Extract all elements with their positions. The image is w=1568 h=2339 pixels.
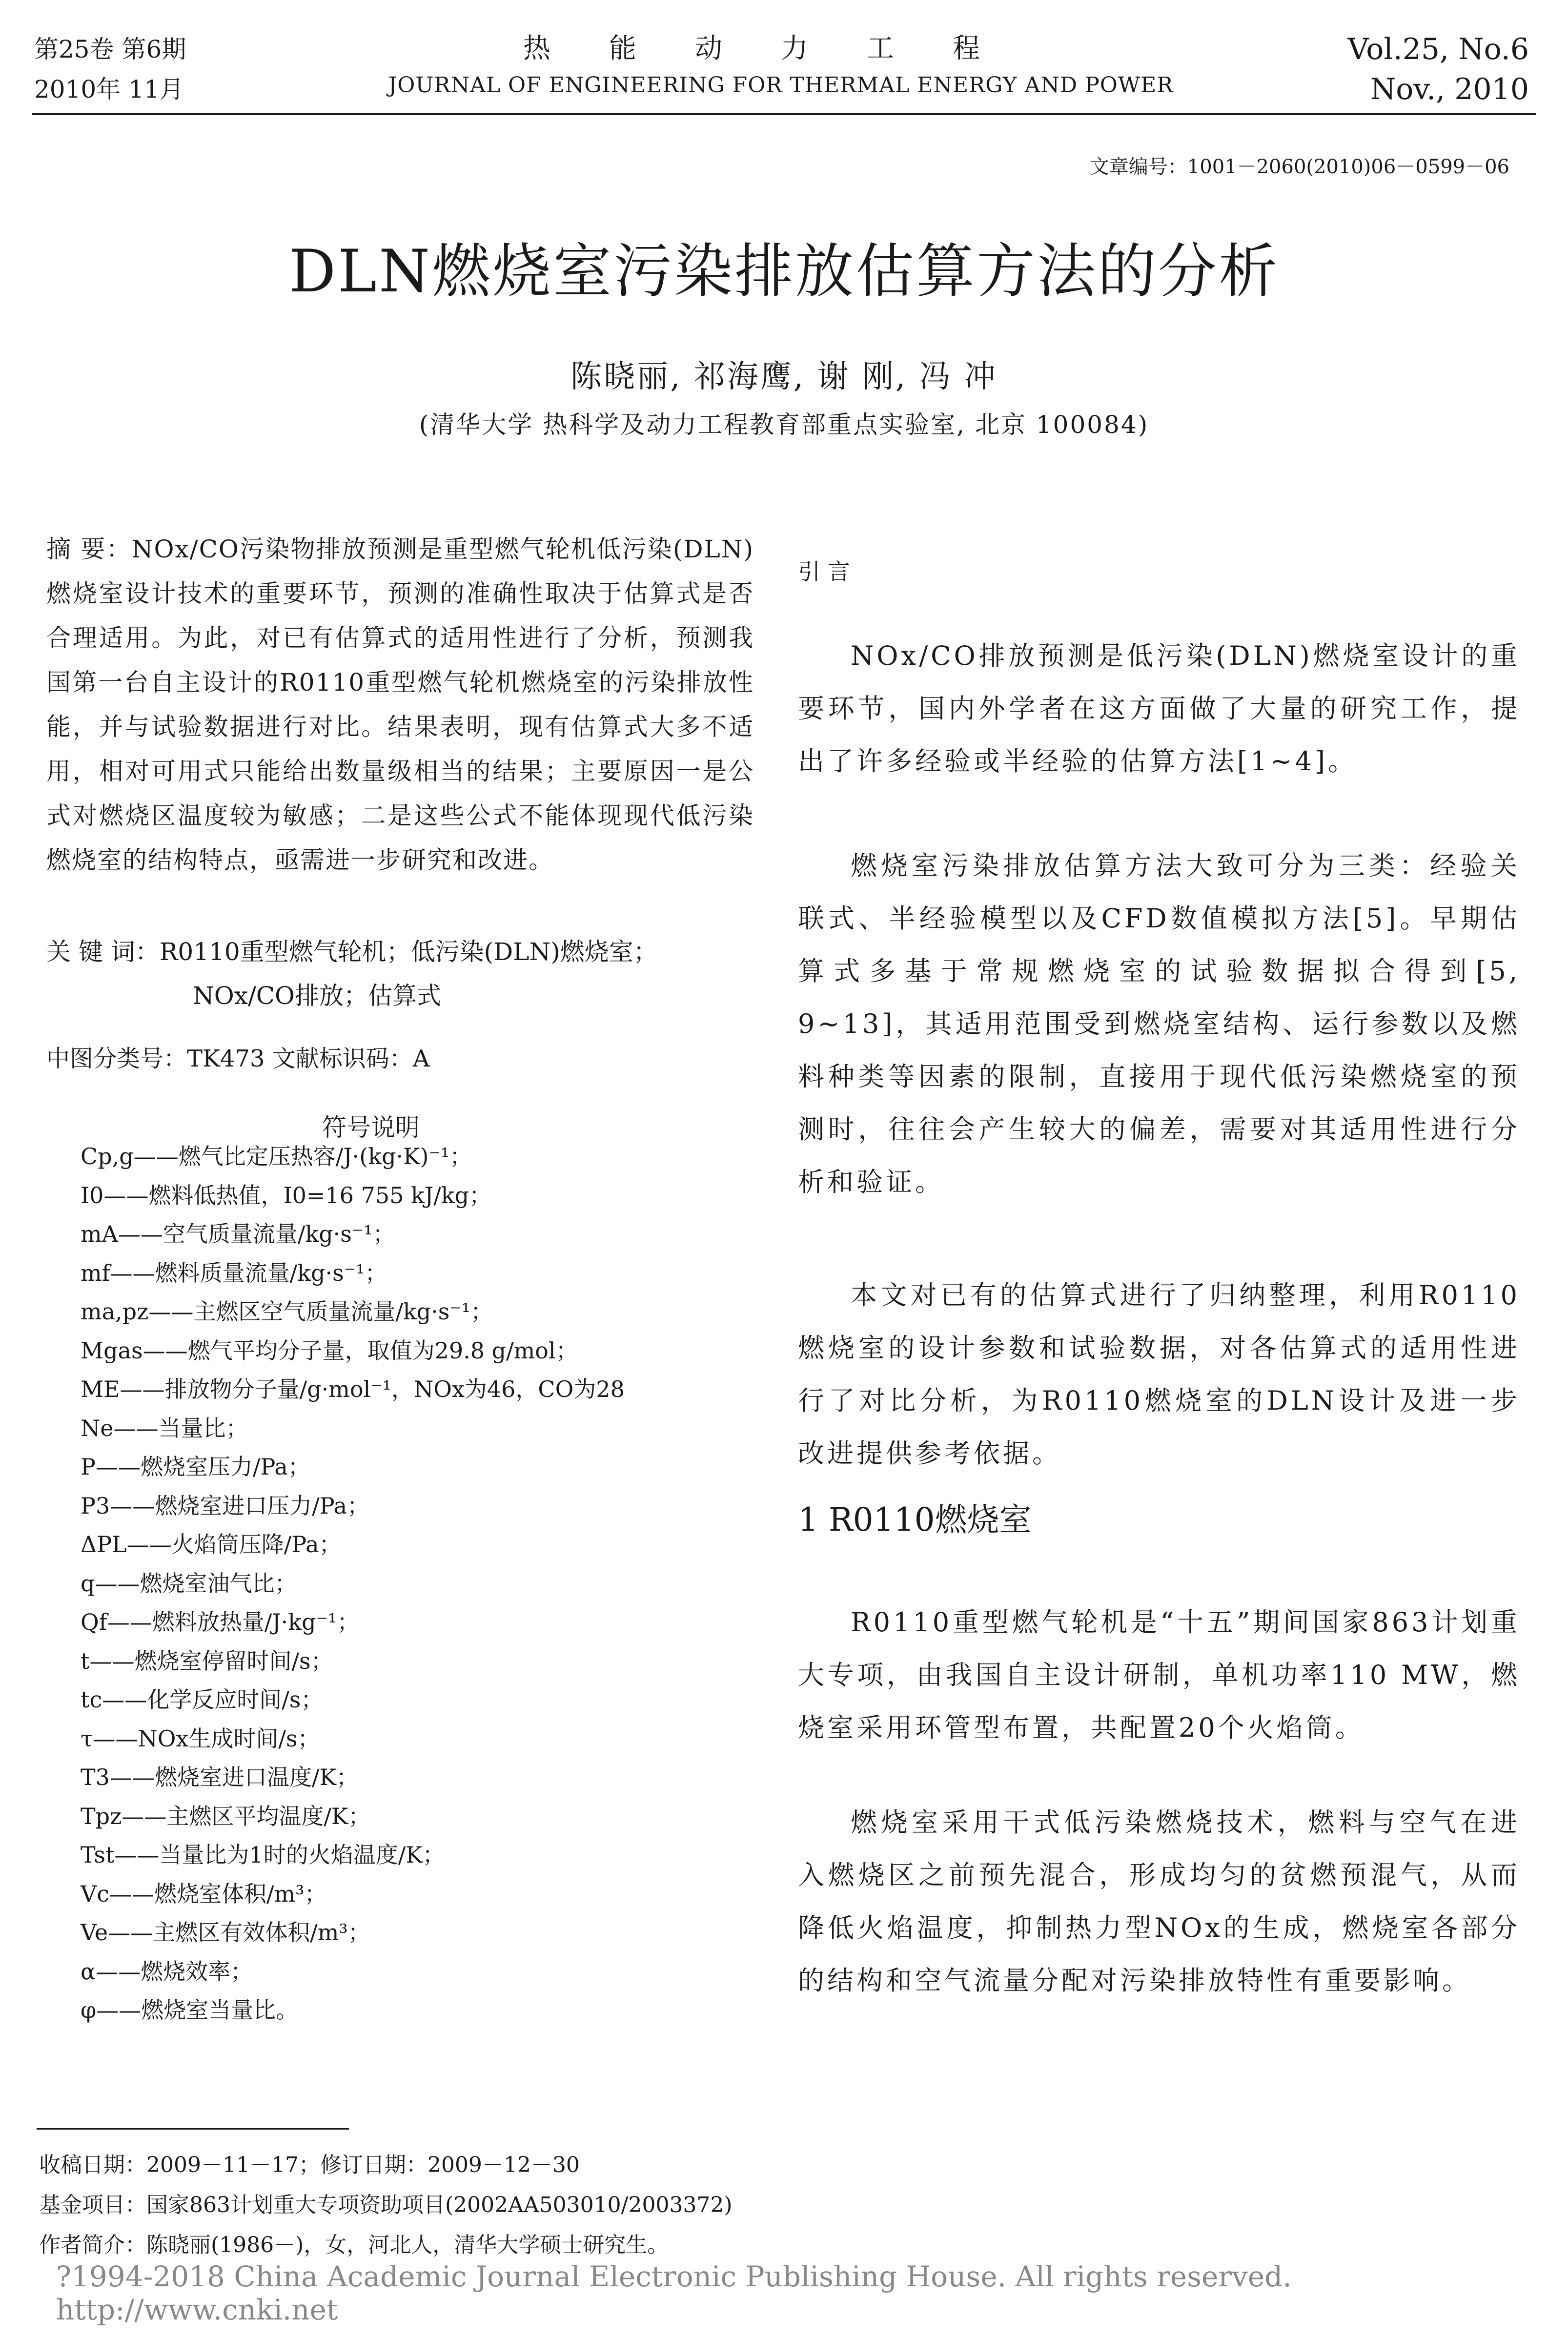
- nomenclature-item: ME——排放物分子量/g·mol⁻¹，NOx为46，CO为28: [81, 1376, 625, 1402]
- nomenclature-item: Cp,g——燃气比定压热容/J·(kg·K)⁻¹；: [81, 1143, 472, 1170]
- nomenclature-item: q——燃烧室油气比；: [81, 1570, 297, 1597]
- body-paragraph-4: R0110重型燃气轮机是“十五”期间国家863计划重大专项，由我国自主设计研制，单机功率110 MW，燃烧室采用环管型布置，共配置20个火焰筒。: [798, 1607, 1520, 1743]
- nomenclature-item: τ——NOx生成时间/s；: [81, 1725, 320, 1752]
- nomenclature-item: tc——化学反应时间/s；: [81, 1686, 324, 1713]
- footnote-rule: [37, 2128, 349, 2130]
- paper-title: DLN燃烧室污染排放估算方法的分析: [289, 238, 1279, 306]
- nomenclature-item: Ne——当量比；: [81, 1415, 248, 1441]
- journal-issue-info-en: [1347, 29, 1529, 109]
- copyright-notice: ?1994-2018 China Academic Journal Electronic Publishing House. All rights reserved. http://www.cnki.net: [56, 2260, 1292, 2326]
- journal-name: [293, 27, 1269, 100]
- journal-volume: 第25卷 第6期: [34, 35, 186, 63]
- nomenclature-item: φ——燃烧室当量比。: [81, 1997, 299, 2023]
- section-1-heading: 1 R0110燃烧室: [798, 1501, 1032, 1539]
- nomenclature-item: Ve——主燃区有效体积/m³；: [81, 1919, 370, 1946]
- nomenclature-item: Mgas——燃气平均分子量，取值为29.8 g/mol；: [81, 1337, 578, 1364]
- nomenclature-heading: 符号说明: [322, 1113, 420, 1142]
- nomenclature-item: Tpz——主燃区平均温度/K；: [81, 1803, 371, 1829]
- journal-name-cn: 热能动力工程: [523, 33, 1039, 64]
- nomenclature-item: ma,pz——主燃区空气质量流量/kg·s⁻¹；: [81, 1298, 493, 1325]
- introduction-heading: 引 言: [798, 558, 850, 585]
- nomenclature-item: P——燃烧室压力/Pa；: [81, 1454, 310, 1480]
- nomenclature-item: Vc——燃烧室体积/m³；: [81, 1880, 327, 1907]
- keywords-line-1: 关 键 词：R0110重型燃气轮机；低污染(DLN)燃烧室；: [46, 938, 658, 966]
- nomenclature-item: mA——空气质量流量/kg·s⁻¹；: [81, 1221, 395, 1247]
- article-id: 文章编号：1001－2060(2010)06－0599－06: [1089, 156, 1509, 178]
- nomenclature-item: T3——燃烧室进口温度/K；: [81, 1764, 359, 1790]
- header-rule: [32, 113, 1536, 115]
- classification: 中图分类号：TK473 文献标识码：A: [46, 1045, 430, 1072]
- nomenclature-item: t——燃烧室停留时间/s；: [81, 1647, 333, 1674]
- footnote-funding: 基金项目：国家863计划重大专项资助项目(2002AA503010/2003372): [39, 2193, 733, 2217]
- journal-volume-en: Vol.25, No.6: [1347, 32, 1529, 66]
- body-paragraph-5: 燃烧室采用干式低污染燃烧技术，燃料与空气在进入燃烧区之前预先混合，形成均匀的贫燃预混气，从而降低火焰温度，抑制热力型NOx的生成，燃烧室各部分的结构和空气流量分配对污染排放特性有重要影响。: [798, 1807, 1520, 1996]
- nomenclature-list: [81, 1137, 625, 2030]
- nomenclature-item: mf——燃料质量流量/kg·s⁻¹；: [81, 1259, 387, 1286]
- journal-name-en: JOURNAL OF ENGINEERING FOR THERMAL ENERGY AND POWER: [388, 73, 1174, 98]
- nomenclature-item: I0——燃料低热值，I0=16 755 kJ/kg；: [81, 1182, 492, 1209]
- nomenclature-item: α——燃烧效率；: [81, 1958, 253, 1985]
- paper-authors: 陈晓丽, 祁海鹰, 谢 刚, 冯 冲: [570, 359, 998, 395]
- journal-date-en: Nov., 2010: [1370, 72, 1529, 106]
- abstract: 摘 要：NOx/CO污染物排放预测是重型燃气轮机低污染(DLN)燃烧室设计技术的重要环节，预测的准确性取决于估算式是否合理适用。为此，对已有估算式的适用性进行了分析，预测我国第一台自主设计的R0110重型燃气轮机燃烧室的污染排放性能，并与试验数据进行对比。结果表明，现有估算式大多不适用，相对可用式只能给出数量级相当的结果；主要原因一是公式对燃烧区温度较为敏感；二是这些公式不能体现现代低污染燃烧室的结构特点，亟需进一步研究和改进。: [46, 535, 754, 874]
- journal-date: 2010年 11月: [34, 75, 184, 103]
- keywords: [46, 930, 754, 1018]
- body-paragraph-1: NOx/CO排放预测是低污染(DLN)燃烧室设计的重要环节，国内外学者在这方面做了大量的研究工作，提出了许多经验或半经验的估算方法[1~4]。: [798, 640, 1520, 777]
- keywords-line-2: NOx/CO排放；估算式: [193, 982, 442, 1010]
- nomenclature-item: ΔPL——火焰筒压降/Pa；: [81, 1531, 342, 1558]
- journal-issue-info: [34, 29, 186, 109]
- body-paragraph-3: 本文对已有的估算式进行了归纳整理，利用R0110燃烧室的设计参数和试验数据，对各估算式的适用性进行了对比分析，为R0110燃烧室的DLN设计及进一步改进提供参考依据。: [798, 1280, 1520, 1469]
- footnote-received: 收稿日期：2009－11－17；修订日期：2009－12－30: [39, 2153, 580, 2177]
- footnote-author: 作者简介：陈晓丽(1986－)，女，河北人，清华大学硕士研究生。: [39, 2233, 669, 2257]
- nomenclature-item: Qf——燃料放热量/J·kg⁻¹；: [81, 1609, 360, 1635]
- nomenclature-item: P3——燃烧室进口压力/Pa；: [81, 1492, 370, 1519]
- paper-affiliation: (清华大学 热科学及动力工程教育部重点实验室, 北京 100084): [419, 410, 1149, 439]
- nomenclature-item: Tst——当量比为1时的火焰温度/K；: [81, 1842, 445, 1868]
- body-paragraph-2: 燃烧室污染排放估算方法大致可分为三类：经验关联式、半经验模型以及CFD数值模拟方法[5]。早期估算式多基于常规燃烧室的试验数据拟合得到[5, 9~13]，其适用范围受到燃烧室结构、运行参数以及燃料种类等因素的限制，直接用于现代低污染燃烧室的预测时，往往会产生较大的偏差，需要对其适用性进行分析和验证。: [798, 850, 1520, 1197]
- footnotes: [39, 2145, 733, 2265]
